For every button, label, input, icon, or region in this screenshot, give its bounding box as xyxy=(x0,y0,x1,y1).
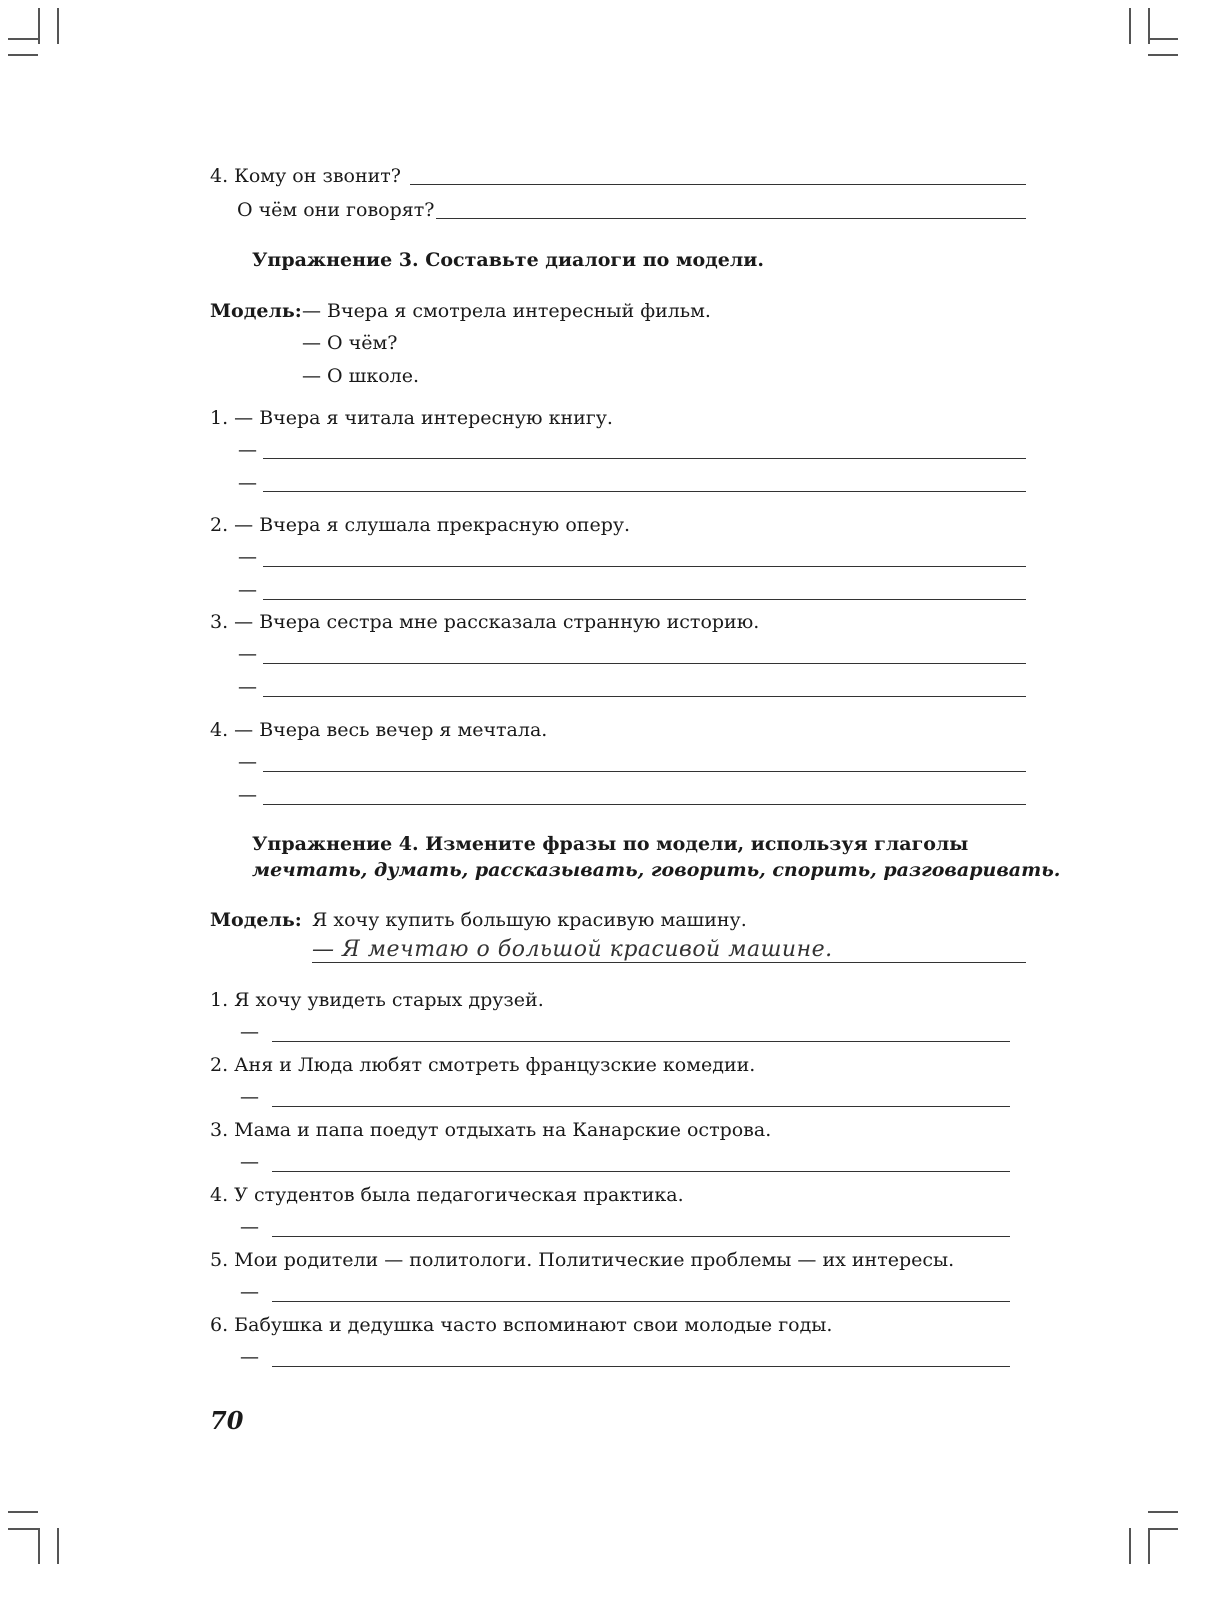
crop-mark xyxy=(1129,8,1131,44)
answer-line[interactable] xyxy=(263,491,1026,492)
question-4b: О чём они говорят? xyxy=(237,199,435,221)
answer-line[interactable] xyxy=(272,1366,1010,1367)
ex4-item-3: 3. Мама и папа поедут отдыхать на Канарские острова. xyxy=(210,1119,772,1141)
answer-line[interactable] xyxy=(263,696,1026,697)
answer-line[interactable] xyxy=(272,1171,1010,1172)
ex4-item-2: 2. Аня и Люда любят смотреть французские комедии. xyxy=(210,1054,756,1076)
dash: — xyxy=(238,439,257,461)
ex4-item-5: 5. Мои родители — политологи. Политические проблемы — их интересы. xyxy=(210,1249,955,1271)
crop-mark xyxy=(1148,54,1178,56)
answer-line[interactable] xyxy=(410,184,1026,185)
answer-line[interactable] xyxy=(263,771,1026,772)
answer-line[interactable] xyxy=(272,1301,1010,1302)
model-handwritten-answer: — Я мечтаю о большой красивой машине. xyxy=(312,937,833,962)
ex3-item-3: 3. — Вчера сестра мне рассказала странную историю. xyxy=(210,611,760,633)
model-label: Модель: xyxy=(210,909,302,931)
answer-line xyxy=(312,962,1026,963)
exercise-4-verbs: мечтать, думать, рассказывать, говорить, спорить, разговаривать. xyxy=(252,859,1061,881)
model-sentence: Я хочу купить большую красивую машину. xyxy=(312,909,747,931)
answer-line[interactable] xyxy=(272,1236,1010,1237)
crop-mark xyxy=(1148,1528,1178,1530)
dash: — xyxy=(240,1151,259,1173)
ex4-item-4: 4. У студентов была педагогическая практика. xyxy=(210,1184,684,1206)
answer-line[interactable] xyxy=(263,458,1026,459)
answer-line[interactable] xyxy=(272,1041,1010,1042)
crop-mark xyxy=(1148,38,1178,40)
ex4-item-1: 1. Я хочу увидеть старых друзей. xyxy=(210,989,544,1011)
dash: — xyxy=(238,472,257,494)
dash: — xyxy=(240,1021,259,1043)
crop-mark xyxy=(1148,1511,1178,1513)
answer-line[interactable] xyxy=(263,566,1026,567)
answer-line[interactable] xyxy=(263,599,1026,600)
question-4: 4. Кому он звонит? xyxy=(210,165,401,187)
dash: — xyxy=(240,1086,259,1108)
model-line: — О чём? xyxy=(302,332,398,354)
ex3-item-1: 1. — Вчера я читала интересную книгу. xyxy=(210,407,613,429)
exercise-3-title: Упражнение 3. Составьте диалоги по модели. xyxy=(252,249,764,271)
model-label: Модель: xyxy=(210,300,302,322)
ex4-item-6: 6. Бабушка и дедушка часто вспоминают свои молодые годы. xyxy=(210,1314,833,1336)
model-line: — О школе. xyxy=(302,365,419,387)
crop-mark xyxy=(8,1511,38,1513)
dash: — xyxy=(240,1281,259,1303)
page-number: 70 xyxy=(210,1406,244,1435)
dash: — xyxy=(238,676,257,698)
dash: — xyxy=(238,751,257,773)
dash: — xyxy=(238,784,257,806)
crop-mark xyxy=(38,8,40,44)
dash: — xyxy=(240,1346,259,1368)
crop-mark xyxy=(57,1528,59,1564)
ex3-item-4: 4. — Вчера весь вечер я мечтала. xyxy=(210,719,548,741)
dash: — xyxy=(238,643,257,665)
crop-mark xyxy=(57,8,59,44)
crop-mark xyxy=(38,1528,40,1564)
exercise-4-title: Упражнение 4. Измените фразы по модели, используя глаголы xyxy=(252,833,969,855)
crop-mark xyxy=(1148,1528,1150,1564)
crop-mark xyxy=(1129,1528,1131,1564)
dash: — xyxy=(240,1216,259,1238)
answer-line[interactable] xyxy=(263,663,1026,664)
crop-mark xyxy=(8,54,38,56)
dash: — xyxy=(238,546,257,568)
answer-line[interactable] xyxy=(263,804,1026,805)
answer-line[interactable] xyxy=(436,218,1026,219)
dash: — xyxy=(238,579,257,601)
ex3-item-2: 2. — Вчера я слушала прекрасную оперу. xyxy=(210,514,631,536)
crop-mark xyxy=(8,1528,38,1530)
answer-line[interactable] xyxy=(272,1106,1010,1107)
model-line: — Вчера я смотрела интересный фильм. xyxy=(302,300,711,322)
crop-mark xyxy=(8,38,38,40)
